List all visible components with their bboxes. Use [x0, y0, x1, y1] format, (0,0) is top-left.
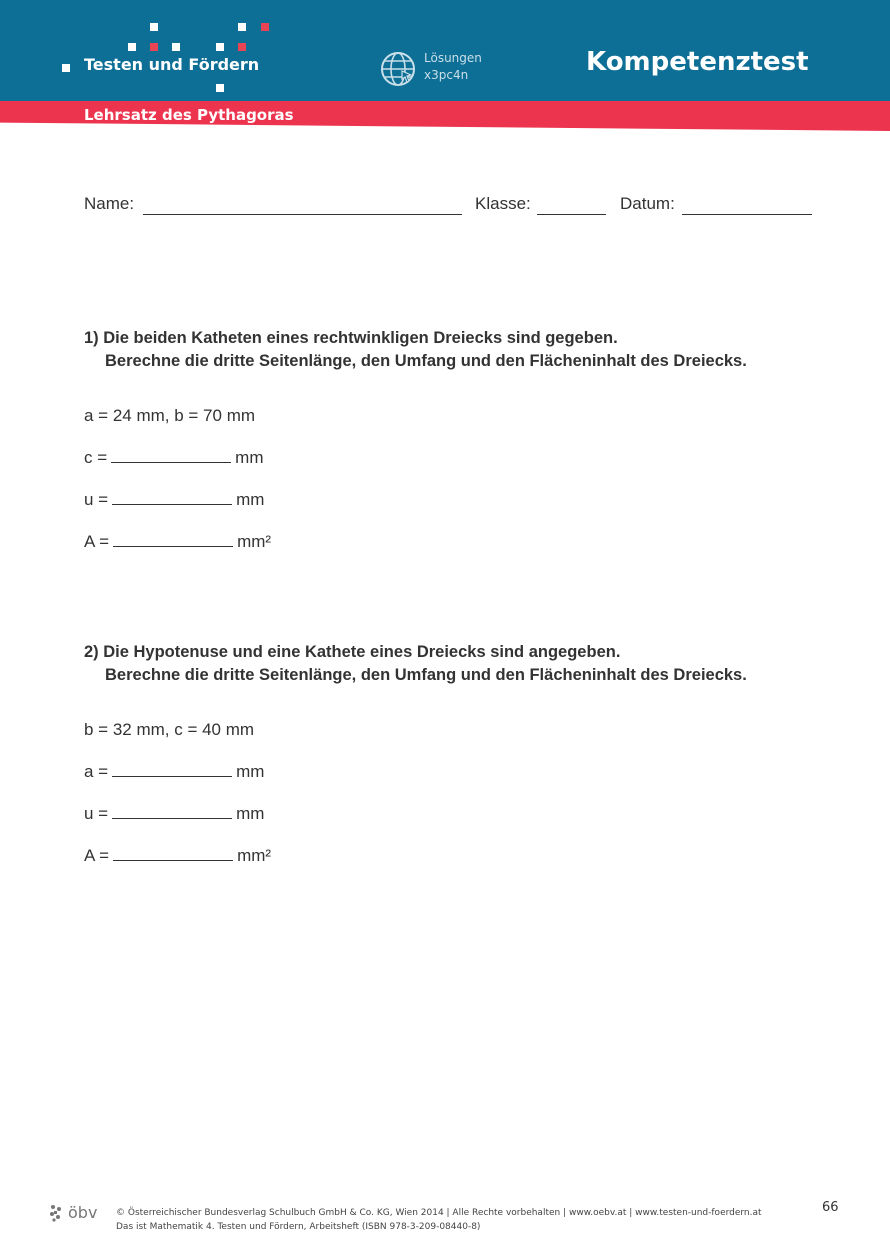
- answer-unit: mm²: [237, 532, 272, 551]
- answer-blank[interactable]: [113, 533, 233, 547]
- name-label: Name:: [84, 194, 135, 213]
- answer-blank[interactable]: [112, 805, 232, 819]
- answer-unit: mm: [235, 448, 264, 467]
- answer-unit: mm: [236, 490, 265, 509]
- task1-answer-u: [84, 490, 264, 510]
- task2-answer-area: [84, 846, 271, 866]
- answer-label: A =: [84, 532, 110, 551]
- solutions-label: Lösungen: [424, 51, 482, 65]
- task1-given: a = 24 mm, b = 70 mm: [84, 406, 256, 425]
- task2-heading: [84, 641, 747, 687]
- answer-label: u =: [84, 490, 109, 509]
- task1-answer-c: [84, 448, 263, 468]
- globe-icon[interactable]: [380, 51, 416, 87]
- book-info-line: Das ist Mathematik 4. Testen und Fördern, Arbeitsheft (ISBN 978-3-209-08440-8): [116, 1222, 481, 1232]
- answer-blank[interactable]: [113, 847, 233, 861]
- task1-answer-a: [84, 532, 271, 552]
- answer-label: u =: [84, 804, 109, 823]
- answer-unit: mm²: [237, 846, 272, 865]
- task1-heading: [84, 327, 747, 373]
- answer-label: A =: [84, 846, 110, 865]
- answer-unit: mm: [236, 762, 265, 781]
- task2-answer-u: [84, 804, 264, 824]
- answer-label: a =: [84, 762, 109, 781]
- name-field[interactable]: [143, 214, 462, 215]
- date-label: Datum:: [620, 194, 675, 213]
- answer-blank[interactable]: [112, 763, 232, 777]
- publisher-logo: [48, 1203, 108, 1223]
- answer-label: c =: [84, 448, 108, 467]
- publisher-logo-text: öbv: [68, 1203, 98, 1222]
- task2-answer-a: [84, 762, 264, 782]
- task2-line1: 2) Die Hypotenuse und eine Kathete eines Dreiecks sind angegeben.: [84, 643, 621, 661]
- task2-line2: Berechne die dritte Seitenlänge, den Umfang und den Flächeninhalt des Dreiecks.: [105, 666, 747, 684]
- answer-blank[interactable]: [112, 491, 232, 505]
- date-field[interactable]: [682, 214, 812, 215]
- class-label: Klasse:: [475, 194, 531, 213]
- solutions-code[interactable]: x3pc4n: [424, 68, 469, 82]
- copyright-line: © Österreichischer Bundesverlag Schulbuch GmbH & Co. KG, Wien 2014 | Alle Rechte vorbehalten | www.oebv.at | www.testen-und-foerdern.at: [116, 1208, 762, 1218]
- page-number: 66: [822, 1200, 839, 1215]
- topic-title: Lehrsatz des Pythagoras: [84, 106, 294, 124]
- task1-line1: 1) Die beiden Katheten eines rechtwinkligen Dreiecks sind gegeben.: [84, 329, 618, 347]
- answer-unit: mm: [236, 804, 265, 823]
- task2-given: b = 32 mm, c = 40 mm: [84, 720, 255, 739]
- class-field[interactable]: [537, 214, 606, 215]
- answer-blank[interactable]: [111, 449, 231, 463]
- page-title: Kompetenztest: [586, 47, 809, 77]
- brand-name: Testen und Fördern: [84, 55, 260, 74]
- task1-line2: Berechne die dritte Seitenlänge, den Umfang und den Flächeninhalt des Dreiecks.: [105, 352, 747, 370]
